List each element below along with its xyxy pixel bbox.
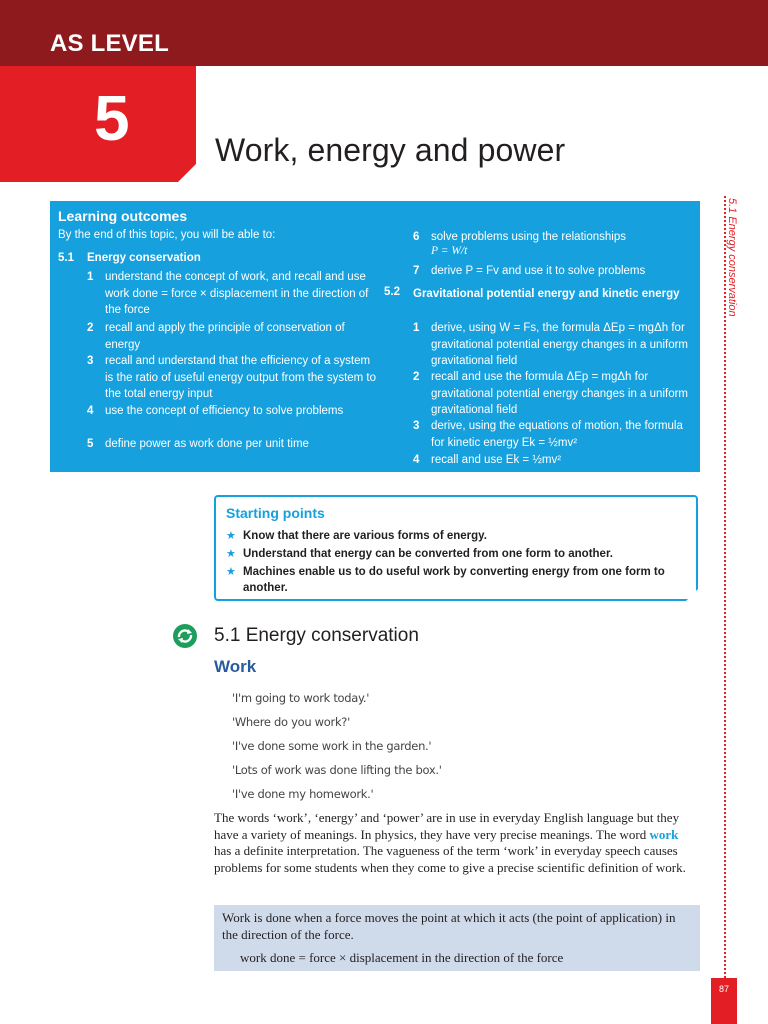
paragraph-text: The words ‘work’, ‘energy’ and ‘power’ are in use in everyday English language but they have a variety of meanings. In physics, they have very precise meanings. The word [214, 810, 680, 842]
outcome-text: derive P = Fv and use it to solve problems [431, 265, 646, 277]
learning-outcomes-title: Learning outcomes [58, 208, 188, 224]
outcome-text: recall and use the formula ΔEp = mgΔh for gravitational potential energy changes in a uniform gravitational field [431, 371, 688, 416]
outcome-number: 4 [413, 454, 420, 466]
star-icon: ★ [226, 566, 236, 578]
paragraph-text: has a definite interpretation. The vagueness of the term ‘work’ in everyday speech causes problems for some students when they come to give a precise scientific definition of work. [214, 843, 686, 876]
body-paragraph [214, 810, 698, 877]
outcome-number: 2 [413, 371, 420, 383]
keyword-work: work [649, 826, 679, 842]
starting-point-text: Understand that energy can be converted from one form to another. [243, 548, 613, 560]
outcome-text: define power as work done per unit time [105, 438, 309, 450]
quote-line: 'I've done some work in the garden.' [232, 739, 432, 753]
formula-power-work: P = W/t [431, 245, 468, 257]
starting-point-item [226, 564, 684, 596]
star-icon: ★ [226, 548, 236, 560]
outcome-text: use the concept of efficiency to solve problems [105, 405, 344, 417]
quote-line: 'I'm going to work today.' [232, 691, 370, 705]
outcome-text: solve problems using the relationships [431, 231, 626, 243]
starting-point-text: Machines enable us to do useful work by converting energy from one form to another. [243, 566, 665, 594]
outcome-text: recall and apply the principle of conservation of energy [105, 322, 345, 351]
section-number: 5.1 [58, 252, 74, 264]
chapter-number: 5 [94, 82, 130, 154]
quote-line: 'Lots of work was done lifting the box.' [232, 763, 442, 777]
definition-text: Work is done when a force moves the point at which it acts (the point of application) in the direction of the force. [222, 910, 676, 942]
page-number: 87 [711, 978, 737, 1024]
quote-line: 'I've done my homework.' [232, 787, 374, 801]
outcome-number: 7 [413, 265, 420, 277]
section-5-1-heading [58, 252, 358, 268]
outcome-number: 3 [413, 420, 420, 432]
outcome-number: 1 [413, 322, 420, 334]
outcome-text: recall and understand that the efficiency of a system is the ratio of useful energy output from the system to the total energy input [105, 355, 377, 400]
learning-outcomes-intro: By the end of this topic, you will be able to: [58, 229, 276, 241]
starting-point-item [226, 528, 684, 544]
side-section-label: 5.1 Energy conservation [726, 198, 738, 317]
outcome-number: 4 [87, 405, 94, 417]
outcome-text: derive, using the equations of motion, the formula for kinetic energy Ek = ½mv² [431, 420, 683, 449]
quote-line: 'Where do you work?' [232, 715, 350, 729]
section-title: Energy conservation [87, 252, 201, 264]
starting-points-title: Starting points [226, 505, 325, 521]
work-equation: work done = force × displacement in the direction of the force [240, 950, 564, 965]
section-title: Gravitational potential energy and kinetic energy [413, 288, 680, 300]
section-5-2-heading [384, 286, 694, 320]
section-heading: 5.1 Energy conservation [214, 625, 419, 646]
outcome-number: 1 [87, 271, 94, 283]
chapter-title: Work, energy and power [215, 132, 566, 168]
level-label: AS LEVEL [50, 30, 169, 57]
starting-point-text: Know that there are various forms of energy. [243, 530, 487, 542]
starting-point-item [226, 546, 684, 562]
outcome-number: 5 [87, 438, 94, 450]
definition-box [214, 905, 700, 971]
section-number: 5.2 [384, 286, 400, 298]
outcome-text: understand the concept of work, and recall and use work done = force × displacement in the direction of the force [105, 271, 369, 316]
outcome-number: 6 [413, 231, 420, 243]
outcome-text: derive, using W = Fs, the formula ΔEp = mgΔh for gravitational potential energy changes in a uniform gravitational field [431, 322, 688, 367]
starting-points-box [214, 495, 698, 601]
outcome-number: 3 [87, 355, 94, 367]
outcome-number: 2 [87, 322, 94, 334]
refresh-arrows-icon [173, 624, 197, 648]
star-icon: ★ [226, 530, 236, 542]
work-subheading: Work [214, 657, 257, 676]
outcome-text: recall and use Ek = ½mv² [431, 454, 562, 466]
learning-outcomes-box [50, 201, 700, 472]
